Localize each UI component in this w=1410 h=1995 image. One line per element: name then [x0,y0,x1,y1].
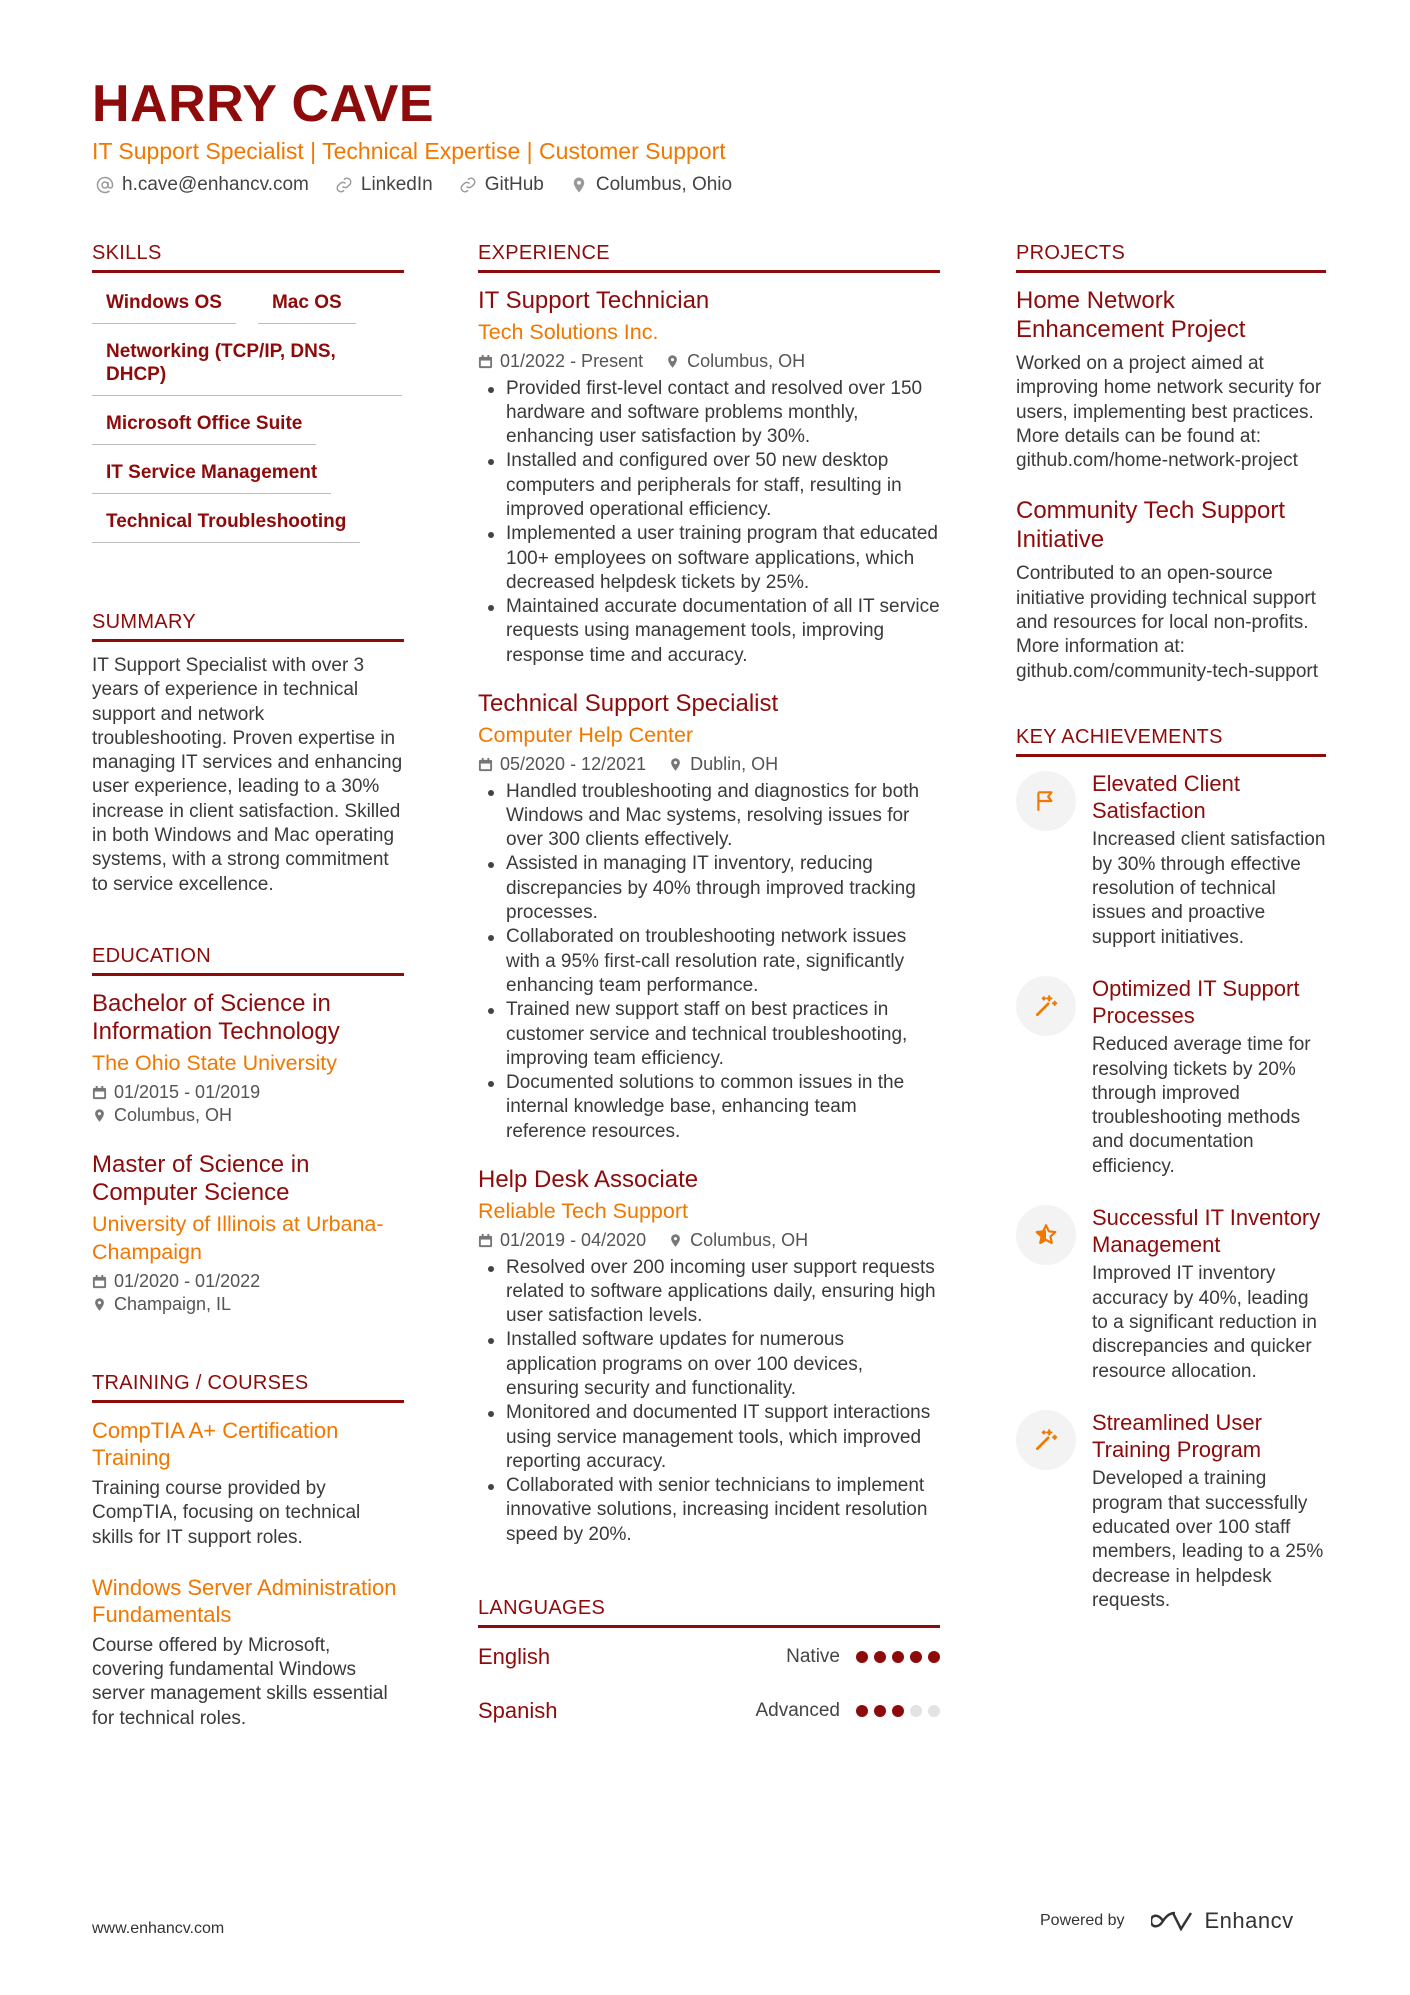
proficiency-dots [856,1651,940,1663]
achievement-item [1016,1410,1326,1613]
education-entry [92,1151,404,1316]
proficiency-dot-empty [928,1705,940,1717]
middle-column [478,240,940,1750]
education-heading: EDUCATION [92,943,404,976]
achievement-desc: Improved IT inventory accuracy by 40%, leading to a significant reduction in discrepancies and quicker resource allocation. [1092,1263,1317,1382]
languages-list [478,1642,940,1726]
left-column [92,240,404,1731]
school: University of Illinois at Urbana-Champaign [92,1211,384,1264]
job-title: Help Desk Associate [478,1166,699,1194]
skill-tag: Microsoft Office Suite [92,412,316,445]
course-name: Windows Server Administration Fundamentals [92,1574,397,1627]
contact-email[interactable]: h.cave@enhancv.com [96,172,309,198]
experience-heading: EXPERIENCE [478,240,940,273]
job-meta: 01/2022 - Present Columbus, OH [478,350,940,373]
proficiency-dot-filled [874,1651,886,1663]
proficiency-dot-empty [910,1705,922,1717]
achievement-title: Successful IT Inventory Management [1092,1205,1321,1257]
experience-entry [478,287,940,668]
proficiency-dot-filled [910,1651,922,1663]
experience-entry [478,690,940,1144]
list-item: Handled troubleshooting and diagnostics for both Windows and Mac systems, resolving issues for over 300 clients effectively. [478,780,940,853]
language-row [478,1696,940,1726]
achievement-item [1016,1205,1326,1384]
achievement-title: Optimized IT Support Processes [1092,975,1300,1028]
proficiency-dots [856,1705,940,1717]
list-item: Documented solutions to common issues in the internal knowledge base, enhancing team reference resources. [478,1071,940,1144]
list-item: Implemented a user training program that educated 100+ employees on software applications, which decreased helpdesk tickets by 25%. [478,522,940,595]
course-entry [92,1574,404,1731]
skill-tag: Mac OS [258,291,356,324]
edu-dates: 01/2015 - 01/2019 [92,1081,404,1104]
summary-text: IT Support Specialist with over 3 years of experience in technical support and network troubleshooting. Proven expertise in managing IT services and enhancing user experience, leading to a 30% increase in client satisfaction. Skilled in both Windows and Mac operating systems, with a strong commitment to service excellence. [92,655,403,895]
list-item: Collaborated with senior technicians to implement innovative solutions, increasing incident resolution speed by 20%. [478,1474,940,1547]
link-icon [459,176,477,194]
magic-wand-icon [1033,1427,1059,1453]
location-pin-icon [665,354,680,369]
achievement-title: Elevated Client Satisfaction [1092,770,1240,823]
enhancv-logo-icon [1151,1909,1197,1933]
job-bullets [478,1256,940,1548]
course-desc: Course offered by Microsoft, covering fundamental Windows server management skills essential for technical roles. [92,1634,388,1729]
job-meta: 01/2019 - 04/2020 Columbus, OH [478,1229,940,1252]
course-desc: Training course provided by CompTIA, focusing on technical skills for IT support roles. [92,1477,361,1548]
location-pin-icon [668,757,683,772]
location-pin-icon [92,1297,107,1312]
education-entry [92,990,404,1127]
skills-list [92,291,404,559]
job-meta: 05/2020 - 12/2021 Dublin, OH [478,753,940,776]
skills-heading: SKILLS [92,240,404,273]
language-level: Native [786,1646,840,1668]
list-item: Collaborated on troubleshooting network issues with a 95% first-call resolution rate, significantly enhancing team performance. [478,925,940,998]
achievements-heading: KEY ACHIEVEMENTS [1016,724,1326,757]
degree: Bachelor of Science in Information Technology [92,989,340,1046]
list-item: Assisted in managing IT inventory, reducing discrepancies by 40% through improved tracking processes. [478,852,940,925]
language-name: Spanish [478,1698,558,1724]
proficiency-dot-filled [856,1705,868,1717]
project-name: Community Tech Support Initiative [1016,497,1286,553]
brand-logo[interactable]: Enhancv [1151,1908,1294,1934]
project-entry [1016,497,1326,683]
contact-location: Columbus, Ohio [570,172,732,198]
calendar-icon [478,1233,493,1248]
location-pin-icon [92,1108,107,1123]
headline: IT Support Specialist | Technical Expertise | Customer Support [92,138,726,164]
list-item: Installed software updates for numerous application programs on over 100 devices, ensuring security and functionality. [478,1328,940,1401]
company: Computer Help Center [478,722,694,747]
list-item: Resolved over 200 incoming user support requests related to software applications daily, ensuring high user satisfaction levels. [478,1256,940,1329]
project-entry [1016,287,1326,473]
skill-tag: Windows OS [92,291,236,324]
proficiency-dot-filled [856,1651,868,1663]
skill-tag: IT Service Management [92,461,331,494]
projects-heading: PROJECTS [1016,240,1326,273]
project-desc: Contributed to an open-source initiative providing technical support and resources for local non-profits. More information at: github.com/community-tech-support [1016,563,1319,682]
calendar-icon [92,1274,107,1289]
achievement-title: Streamlined User Training Program [1092,1409,1262,1462]
edu-location: Columbus, OH [92,1104,404,1127]
location-pin-icon [668,1233,683,1248]
language-name: English [478,1644,551,1670]
proficiency-dot-filled [892,1651,904,1663]
star-icon [1033,1222,1059,1248]
achievement-item [1016,771,1326,950]
proficiency-dot-filled [874,1705,886,1717]
edu-dates: 01/2020 - 01/2022 [92,1270,404,1293]
language-row [478,1642,940,1672]
skill-tag: Networking (TCP/IP, DNS, DHCP) [92,340,402,396]
right-column [1016,240,1326,1613]
footer-website[interactable]: www.enhancv.com [92,1920,225,1937]
company: Tech Solutions Inc. [478,319,659,344]
degree: Master of Science in Computer Science [92,1150,310,1207]
job-title: IT Support Technician [478,287,710,314]
footer-branding [1040,1908,1294,1934]
achievement-desc: Reduced average time for resolving tickets by 20% through improved troubleshooting methods and documentation efficiency. [1092,1034,1311,1177]
list-item: Trained new support staff on best practices in customer service and technical troubleshooting, improving team efficiency. [478,998,940,1071]
at-icon [96,176,114,194]
achievement-item [1016,976,1326,1179]
flag-icon [1033,788,1059,814]
list-item: Provided first-level contact and resolved over 150 hardware and software problems monthly, enhancing user satisfaction by 30%. [478,377,940,450]
list-item: Monitored and documented IT support interactions using service management tools, which improved reporting accuracy. [478,1401,940,1474]
list-item: Installed and configured over 50 new desktop computers and peripherals for staff, resulting in improved operational efficiency. [478,449,940,522]
list-item: Maintained accurate documentation of all IT service requests using management tools, improving response time and accuracy. [478,595,940,668]
skill-tag: Technical Troubleshooting [92,510,360,543]
edu-location: Champaign, IL [92,1293,404,1316]
course-entry [92,1417,404,1550]
project-name: Home Network Enhancement Project [1016,287,1246,343]
contact-github[interactable]: GitHub [459,172,544,198]
job-bullets [478,377,940,669]
languages-heading: LANGUAGES [478,1595,940,1628]
job-bullets [478,780,940,1144]
magic-wand-icon [1033,993,1059,1019]
proficiency-dot-filled [892,1705,904,1717]
link-icon [335,176,353,194]
company: Reliable Tech Support [478,1198,688,1223]
achievement-desc: Increased client satisfaction by 30% through effective resolution of technical issues and proactive support initiatives. [1092,829,1326,948]
course-name: CompTIA A+ Certification Training [92,1417,339,1470]
calendar-icon [92,1085,107,1100]
language-level: Advanced [755,1700,840,1722]
candidate-name: HARRY CAVE [92,75,435,133]
contact-linkedin[interactable]: LinkedIn [335,172,433,198]
summary-heading: SUMMARY [92,609,404,642]
proficiency-dot-filled [928,1651,940,1663]
achievement-desc: Developed a training program that successfully educated over 100 staff members, leading to a 25% decrease in helpdesk requests. [1092,1468,1324,1611]
calendar-icon [478,354,493,369]
powered-by-label: Powered by [1040,1912,1125,1929]
location-pin-icon [570,176,588,194]
experience-entry [478,1166,940,1547]
contact-bar [96,172,732,198]
job-title: Technical Support Specialist [478,690,779,718]
school: The Ohio State University [92,1050,337,1075]
training-heading: TRAINING / COURSES [92,1370,404,1403]
project-desc: Worked on a project aimed at improving home network security for users, implementing best practices. More details can be found at: github.com/home-network-project [1016,353,1322,472]
calendar-icon [478,757,493,772]
